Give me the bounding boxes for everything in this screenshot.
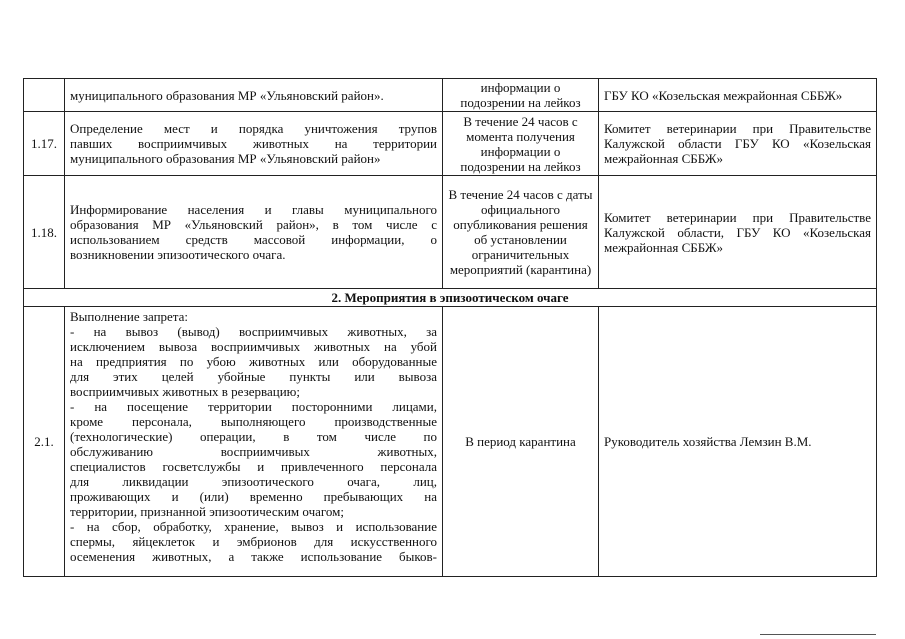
description-line: обслуживанию восприимчивых животных, xyxy=(70,444,437,459)
section-title: 2. Мероприятия в эпизоотическом очаге xyxy=(24,289,877,307)
row-description xyxy=(65,79,443,112)
description-line: для ликвидации эпизоотического очага, лиц, xyxy=(70,474,437,489)
row-responsible xyxy=(599,112,877,176)
row-responsible: ГБУ КО «Козельская межрайонная СББЖ» xyxy=(599,79,877,112)
description-line: - на посещение территории посторонними лицами, xyxy=(70,399,437,414)
row-responsible: Руководитель хозяйства Лемзин В.М. xyxy=(599,307,877,577)
document-page xyxy=(23,78,876,577)
description-line: для этих целей убойные пункты или вывоза xyxy=(70,369,437,384)
description-line: территории, признанной эпизоотическим очагом; xyxy=(70,504,344,519)
responsible-text: Комитет ветеринарии при Правительстве Калужской области ГБУ КО «Козельская межрайонная СББЖ» xyxy=(604,121,871,166)
row-deadline: информации о подозрении на лейкоз xyxy=(443,79,599,112)
row-deadline: В течение 24 часов с момента получения информации о подозрении на лейкоз xyxy=(443,112,599,176)
description-line: Информирование населения и главы муниципального xyxy=(70,202,437,217)
row-number: 1.18. xyxy=(24,176,65,289)
section-header-row xyxy=(24,289,877,307)
description-line: исключением вывоза восприимчивых животных на убой xyxy=(70,339,437,354)
table-row xyxy=(24,79,877,112)
description-line: специалистов госветслужбы и привлеченного персонала xyxy=(70,459,437,474)
description-line: (технологические) операции, в том числе по xyxy=(70,429,437,444)
description-line: - на вывоз (вывод) восприимчивых животных, за xyxy=(70,324,437,339)
row-description xyxy=(65,307,443,577)
row-description xyxy=(65,176,443,289)
row-number: 2.1. xyxy=(24,307,65,577)
description-line: - на сбор, обработку, хранение, вывоз и использование xyxy=(70,519,437,534)
description-line: использованием средств массовой информации, о xyxy=(70,232,437,247)
description-line: спермы, яйцеклеток и эмбрионов для искусственного xyxy=(70,534,437,549)
description-line: проживающих и (или) временно пребывающих на xyxy=(70,489,437,504)
description-line: муниципального образования МР «Ульяновский район» xyxy=(70,151,381,166)
description-line: на предприятия по убою животных или оборудованные xyxy=(70,354,437,369)
row-deadline: В период карантина xyxy=(443,307,599,577)
description-line: павших восприимчивых животных на территории xyxy=(70,136,437,151)
description-line: Выполнение запрета: xyxy=(70,309,189,324)
page-edge-line xyxy=(760,634,876,635)
row-description xyxy=(65,112,443,176)
description-line: Определение мест и порядка уничтожения трупов xyxy=(70,121,437,136)
description-line: восприимчивых животных в резервацию; xyxy=(70,384,300,399)
table-row xyxy=(24,307,877,577)
row-number: 1.17. xyxy=(24,112,65,176)
table-row xyxy=(24,112,877,176)
description-line: возникновении эпизоотического очага. xyxy=(70,247,286,262)
description-line: осеменения животных, а также использование быков- xyxy=(70,549,437,564)
row-deadline: В течение 24 часов с даты официального опубликования решения об установлении ограничительных мероприятий (карантина) xyxy=(443,176,599,289)
table-row xyxy=(24,176,877,289)
row-responsible xyxy=(599,176,877,289)
row-number xyxy=(24,79,65,112)
description-line: муниципального образования МР «Ульяновский район». xyxy=(70,87,384,103)
measures-table xyxy=(23,78,877,577)
responsible-text: Комитет ветеринарии при Правительстве Калужской области, ГБУ КО «Козельская межрайонная СББЖ» xyxy=(604,209,871,255)
description-line: образования МР «Ульяновский район», в том числе с xyxy=(70,217,437,232)
description-line: кроме персонала, выполняющего производственные xyxy=(70,414,437,429)
